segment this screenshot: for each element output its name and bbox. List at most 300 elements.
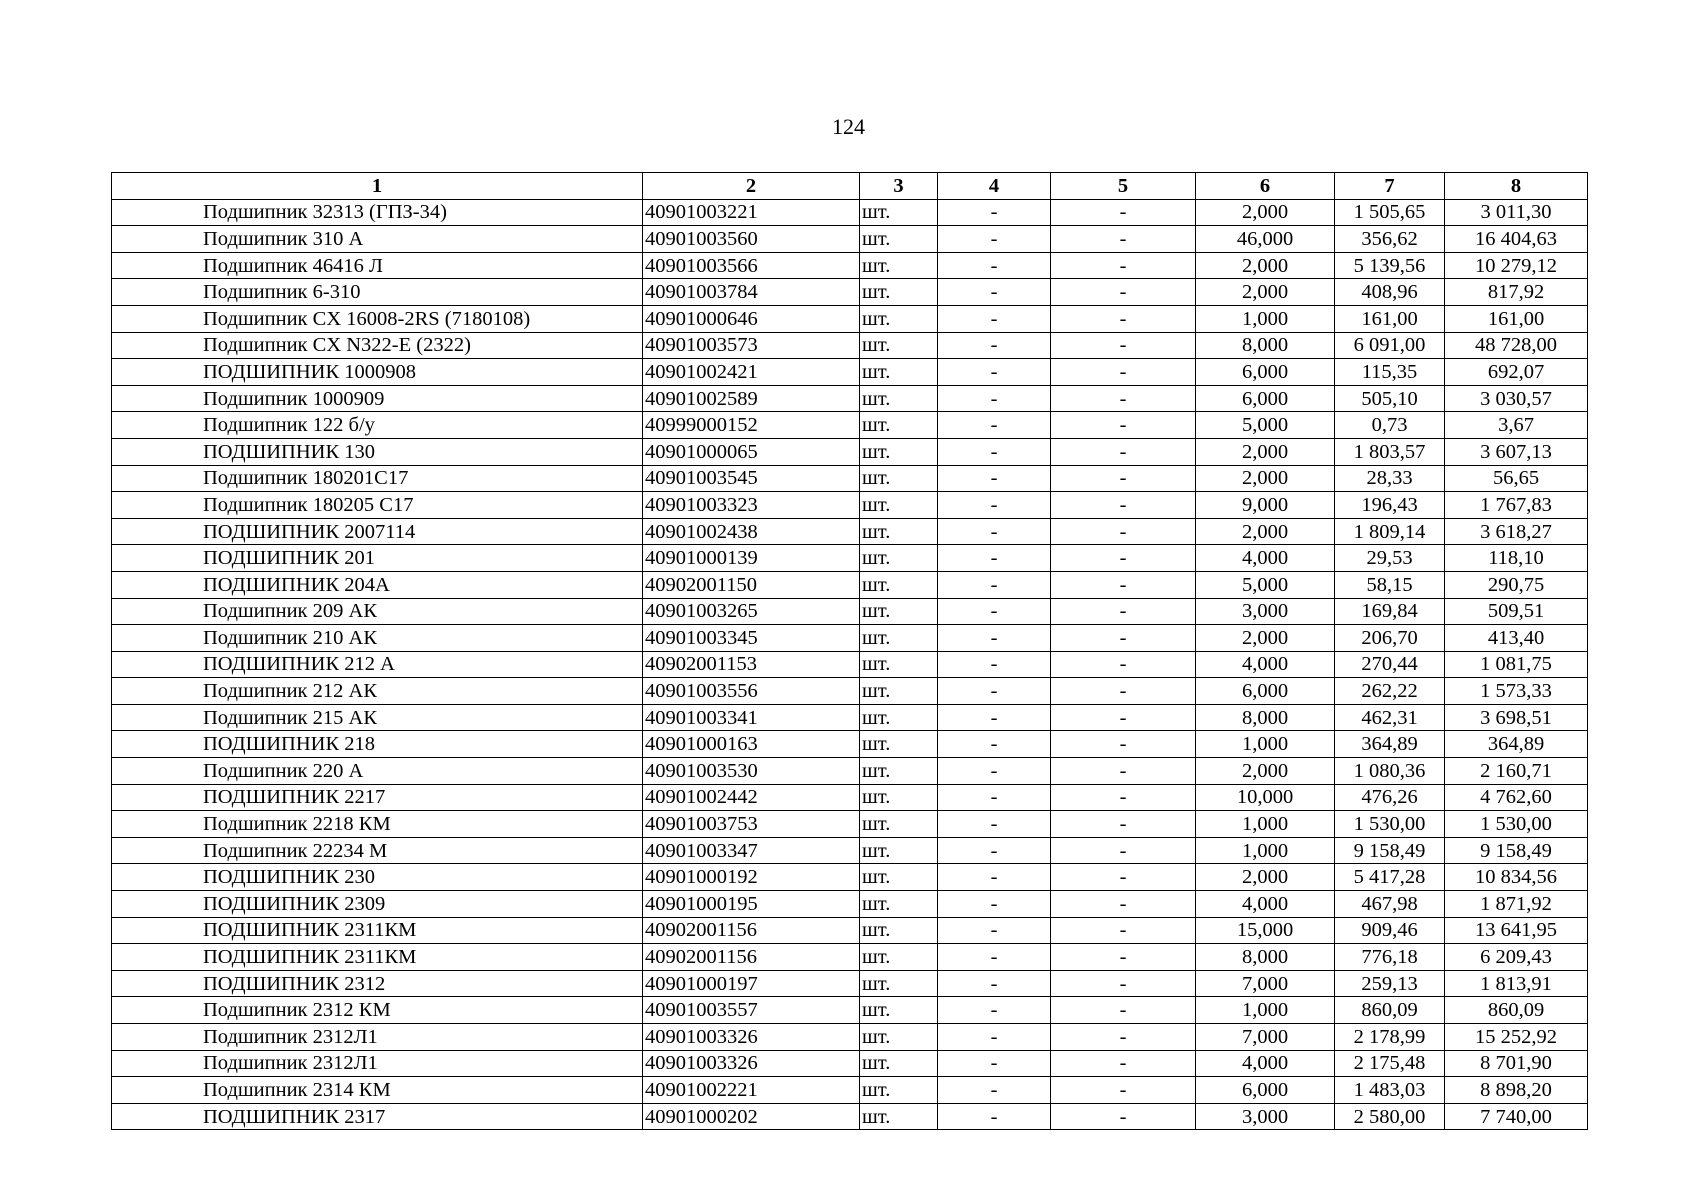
col-4-cell: - xyxy=(938,997,1051,1024)
col-4-cell: - xyxy=(938,1103,1051,1130)
unit-cell: шт. xyxy=(860,944,938,971)
column-header-4: 4 xyxy=(938,173,1051,200)
item-code-cell: 40901002438 xyxy=(643,518,860,545)
unit-cell: шт. xyxy=(860,359,938,386)
amount-cell: 8 898,20 xyxy=(1445,1077,1588,1104)
price-cell: 467,98 xyxy=(1335,891,1445,918)
col-4-cell: - xyxy=(938,385,1051,412)
col-5-cell: - xyxy=(1051,492,1196,519)
amount-cell: 3 698,51 xyxy=(1445,704,1588,731)
price-cell: 776,18 xyxy=(1335,944,1445,971)
item-code-cell: 40901003753 xyxy=(643,811,860,838)
item-name-cell: ПОДШИПНИК 2311КМ xyxy=(112,944,643,971)
item-name-cell: Подшипник 212 АК xyxy=(112,678,643,705)
table-row xyxy=(112,492,1588,519)
item-code-cell: 40901003323 xyxy=(643,492,860,519)
table-row xyxy=(112,758,1588,785)
col-5-cell: - xyxy=(1051,837,1196,864)
item-name-cell: ПОДШИПНИК 201 xyxy=(112,545,643,572)
price-cell: 115,35 xyxy=(1335,359,1445,386)
col-5-cell: - xyxy=(1051,305,1196,332)
amount-cell: 56,65 xyxy=(1445,465,1588,492)
column-header-5: 5 xyxy=(1051,173,1196,200)
price-cell: 1 803,57 xyxy=(1335,438,1445,465)
col-4-cell: - xyxy=(938,305,1051,332)
unit-cell: шт. xyxy=(860,305,938,332)
quantity-cell: 2,000 xyxy=(1196,465,1335,492)
price-cell: 58,15 xyxy=(1335,571,1445,598)
col-5-cell: - xyxy=(1051,917,1196,944)
table-row xyxy=(112,970,1588,997)
col-4-cell: - xyxy=(938,412,1051,439)
col-4-cell: - xyxy=(938,784,1051,811)
col-4-cell: - xyxy=(938,332,1051,359)
amount-cell: 9 158,49 xyxy=(1445,837,1588,864)
unit-cell: шт. xyxy=(860,412,938,439)
table-row xyxy=(112,359,1588,386)
price-cell: 262,22 xyxy=(1335,678,1445,705)
table-row xyxy=(112,199,1588,226)
item-name-cell: ПОДШИПНИК 2309 xyxy=(112,891,643,918)
amount-cell: 1 767,83 xyxy=(1445,492,1588,519)
price-cell: 2 178,99 xyxy=(1335,1024,1445,1051)
item-code-cell: 40901002442 xyxy=(643,784,860,811)
price-cell: 462,31 xyxy=(1335,704,1445,731)
col-5-cell: - xyxy=(1051,438,1196,465)
quantity-cell: 1,000 xyxy=(1196,305,1335,332)
unit-cell: шт. xyxy=(860,625,938,652)
table-row xyxy=(112,704,1588,731)
item-name-cell: Подшипник 6-310 xyxy=(112,279,643,306)
table-row xyxy=(112,305,1588,332)
col-4-cell: - xyxy=(938,598,1051,625)
col-5-cell: - xyxy=(1051,731,1196,758)
unit-cell: шт. xyxy=(860,1077,938,1104)
table-row xyxy=(112,598,1588,625)
item-code-cell: 40901003345 xyxy=(643,625,860,652)
amount-cell: 1 871,92 xyxy=(1445,891,1588,918)
unit-cell: шт. xyxy=(860,1024,938,1051)
col-5-cell: - xyxy=(1051,651,1196,678)
unit-cell: шт. xyxy=(860,811,938,838)
amount-cell: 10 834,56 xyxy=(1445,864,1588,891)
item-code-cell: 40901003784 xyxy=(643,279,860,306)
table-row xyxy=(112,625,1588,652)
price-cell: 476,26 xyxy=(1335,784,1445,811)
unit-cell: шт. xyxy=(860,651,938,678)
item-name-cell: ПОДШИПНИК 230 xyxy=(112,864,643,891)
quantity-cell: 2,000 xyxy=(1196,625,1335,652)
quantity-cell: 1,000 xyxy=(1196,997,1335,1024)
price-cell: 28,33 xyxy=(1335,465,1445,492)
item-name-cell: Подшипник 209 АК xyxy=(112,598,643,625)
item-code-cell: 40902001156 xyxy=(643,944,860,971)
quantity-cell: 1,000 xyxy=(1196,811,1335,838)
table-row xyxy=(112,917,1588,944)
unit-cell: шт. xyxy=(860,518,938,545)
price-cell: 909,46 xyxy=(1335,917,1445,944)
col-4-cell: - xyxy=(938,970,1051,997)
col-4-cell: - xyxy=(938,811,1051,838)
amount-cell: 1 573,33 xyxy=(1445,678,1588,705)
col-5-cell: - xyxy=(1051,864,1196,891)
unit-cell: шт. xyxy=(860,492,938,519)
table-row xyxy=(112,385,1588,412)
quantity-cell: 15,000 xyxy=(1196,917,1335,944)
col-5-cell: - xyxy=(1051,784,1196,811)
item-name-cell: Подшипник 2312 КМ xyxy=(112,997,643,1024)
item-code-cell: 40901003560 xyxy=(643,226,860,253)
unit-cell: шт. xyxy=(860,758,938,785)
amount-cell: 2 160,71 xyxy=(1445,758,1588,785)
table-row xyxy=(112,518,1588,545)
col-4-cell: - xyxy=(938,1024,1051,1051)
col-5-cell: - xyxy=(1051,970,1196,997)
quantity-cell: 6,000 xyxy=(1196,359,1335,386)
quantity-cell: 2,000 xyxy=(1196,279,1335,306)
col-5-cell: - xyxy=(1051,385,1196,412)
col-4-cell: - xyxy=(938,944,1051,971)
unit-cell: шт. xyxy=(860,891,938,918)
quantity-cell: 2,000 xyxy=(1196,864,1335,891)
item-code-cell: 40901003347 xyxy=(643,837,860,864)
price-cell: 0,73 xyxy=(1335,412,1445,439)
amount-cell: 16 404,63 xyxy=(1445,226,1588,253)
unit-cell: шт. xyxy=(860,385,938,412)
table-row xyxy=(112,864,1588,891)
item-name-cell: Подшипник 2218 КМ xyxy=(112,811,643,838)
price-cell: 206,70 xyxy=(1335,625,1445,652)
amount-cell: 1 530,00 xyxy=(1445,811,1588,838)
quantity-cell: 8,000 xyxy=(1196,332,1335,359)
quantity-cell: 4,000 xyxy=(1196,651,1335,678)
price-cell: 364,89 xyxy=(1335,731,1445,758)
unit-cell: шт. xyxy=(860,252,938,279)
price-cell: 169,84 xyxy=(1335,598,1445,625)
item-code-cell: 40901003545 xyxy=(643,465,860,492)
table-row xyxy=(112,1103,1588,1130)
item-code-cell: 40999000152 xyxy=(643,412,860,439)
unit-cell: шт. xyxy=(860,837,938,864)
item-name-cell: Подшипник 46416 Л xyxy=(112,252,643,279)
item-name-cell: Подшипник 180205 С17 xyxy=(112,492,643,519)
table-row xyxy=(112,252,1588,279)
col-5-cell: - xyxy=(1051,997,1196,1024)
col-5-cell: - xyxy=(1051,226,1196,253)
item-name-cell: ПОДШИПНИК 2217 xyxy=(112,784,643,811)
item-name-cell: Подшипник 215 АК xyxy=(112,704,643,731)
quantity-cell: 5,000 xyxy=(1196,412,1335,439)
item-name-cell: ПОДШИПНИК 2317 xyxy=(112,1103,643,1130)
col-5-cell: - xyxy=(1051,598,1196,625)
item-name-cell: Подшипник CX N322-E (2322) xyxy=(112,332,643,359)
price-cell: 9 158,49 xyxy=(1335,837,1445,864)
table-row xyxy=(112,784,1588,811)
table-row xyxy=(112,571,1588,598)
price-cell: 5 139,56 xyxy=(1335,252,1445,279)
col-4-cell: - xyxy=(938,758,1051,785)
item-name-cell: ПОДШИПНИК 2007114 xyxy=(112,518,643,545)
table-row xyxy=(112,837,1588,864)
item-name-cell: Подшипник 2314 КМ xyxy=(112,1077,643,1104)
amount-cell: 15 252,92 xyxy=(1445,1024,1588,1051)
unit-cell: шт. xyxy=(860,704,938,731)
item-name-cell: Подшипник 2312Л1 xyxy=(112,1050,643,1077)
amount-cell: 118,10 xyxy=(1445,545,1588,572)
table-row xyxy=(112,279,1588,306)
quantity-cell: 2,000 xyxy=(1196,252,1335,279)
item-code-cell: 40901003221 xyxy=(643,199,860,226)
table-row xyxy=(112,332,1588,359)
item-name-cell: ПОДШИПНИК 130 xyxy=(112,438,643,465)
quantity-cell: 2,000 xyxy=(1196,758,1335,785)
col-4-cell: - xyxy=(938,252,1051,279)
item-name-cell: ПОДШИПНИК 2312 xyxy=(112,970,643,997)
item-name-cell: ПОДШИПНИК 204А xyxy=(112,571,643,598)
column-header-2: 2 xyxy=(643,173,860,200)
item-code-cell: 40901000139 xyxy=(643,545,860,572)
amount-cell: 817,92 xyxy=(1445,279,1588,306)
unit-cell: шт. xyxy=(860,1050,938,1077)
unit-cell: шт. xyxy=(860,199,938,226)
col-5-cell: - xyxy=(1051,1024,1196,1051)
item-code-cell: 40901003573 xyxy=(643,332,860,359)
item-code-cell: 40901002421 xyxy=(643,359,860,386)
column-header-3: 3 xyxy=(860,173,938,200)
col-4-cell: - xyxy=(938,625,1051,652)
unit-cell: шт. xyxy=(860,571,938,598)
amount-cell: 48 728,00 xyxy=(1445,332,1588,359)
quantity-cell: 6,000 xyxy=(1196,678,1335,705)
col-4-cell: - xyxy=(938,731,1051,758)
table-row xyxy=(112,678,1588,705)
item-name-cell: Подшипник 32313 (ГПЗ-34) xyxy=(112,199,643,226)
column-header-7: 7 xyxy=(1335,173,1445,200)
quantity-cell: 4,000 xyxy=(1196,1050,1335,1077)
item-code-cell: 40901002221 xyxy=(643,1077,860,1104)
amount-cell: 3 030,57 xyxy=(1445,385,1588,412)
col-4-cell: - xyxy=(938,891,1051,918)
item-name-cell: ПОДШИПНИК 212 А xyxy=(112,651,643,678)
quantity-cell: 7,000 xyxy=(1196,1024,1335,1051)
item-name-cell: Подшипник 2312Л1 xyxy=(112,1024,643,1051)
item-code-cell: 40902001150 xyxy=(643,571,860,598)
price-cell: 161,00 xyxy=(1335,305,1445,332)
item-code-cell: 40901000646 xyxy=(643,305,860,332)
price-cell: 1 809,14 xyxy=(1335,518,1445,545)
item-code-cell: 40901003341 xyxy=(643,704,860,731)
price-cell: 1 505,65 xyxy=(1335,199,1445,226)
amount-cell: 3,67 xyxy=(1445,412,1588,439)
unit-cell: шт. xyxy=(860,970,938,997)
column-header-1: 1 xyxy=(112,173,643,200)
header-row xyxy=(112,173,1588,200)
col-5-cell: - xyxy=(1051,359,1196,386)
col-5-cell: - xyxy=(1051,571,1196,598)
price-cell: 6 091,00 xyxy=(1335,332,1445,359)
col-4-cell: - xyxy=(938,917,1051,944)
col-5-cell: - xyxy=(1051,758,1196,785)
price-cell: 259,13 xyxy=(1335,970,1445,997)
item-code-cell: 40901000202 xyxy=(643,1103,860,1130)
unit-cell: шт. xyxy=(860,784,938,811)
amount-cell: 7 740,00 xyxy=(1445,1103,1588,1130)
unit-cell: шт. xyxy=(860,279,938,306)
unit-cell: шт. xyxy=(860,678,938,705)
table-row xyxy=(112,811,1588,838)
col-4-cell: - xyxy=(938,545,1051,572)
table-row xyxy=(112,997,1588,1024)
table-row xyxy=(112,1077,1588,1104)
price-cell: 5 417,28 xyxy=(1335,864,1445,891)
table-row xyxy=(112,1050,1588,1077)
quantity-cell: 1,000 xyxy=(1196,731,1335,758)
price-cell: 505,10 xyxy=(1335,385,1445,412)
amount-cell: 290,75 xyxy=(1445,571,1588,598)
col-4-cell: - xyxy=(938,359,1051,386)
col-5-cell: - xyxy=(1051,811,1196,838)
amount-cell: 413,40 xyxy=(1445,625,1588,652)
col-4-cell: - xyxy=(938,1077,1051,1104)
col-5-cell: - xyxy=(1051,1103,1196,1130)
col-5-cell: - xyxy=(1051,1077,1196,1104)
amount-cell: 4 762,60 xyxy=(1445,784,1588,811)
price-cell: 860,09 xyxy=(1335,997,1445,1024)
col-4-cell: - xyxy=(938,571,1051,598)
price-cell: 356,62 xyxy=(1335,226,1445,253)
price-cell: 2 175,48 xyxy=(1335,1050,1445,1077)
quantity-cell: 4,000 xyxy=(1196,891,1335,918)
col-4-cell: - xyxy=(938,837,1051,864)
unit-cell: шт. xyxy=(860,438,938,465)
item-name-cell: Подшипник 180201С17 xyxy=(112,465,643,492)
item-code-cell: 40901003530 xyxy=(643,758,860,785)
item-code-cell: 40901000197 xyxy=(643,970,860,997)
table-row xyxy=(112,1024,1588,1051)
col-5-cell: - xyxy=(1051,518,1196,545)
quantity-cell: 46,000 xyxy=(1196,226,1335,253)
col-4-cell: - xyxy=(938,199,1051,226)
item-code-cell: 40901000065 xyxy=(643,438,860,465)
col-5-cell: - xyxy=(1051,279,1196,306)
item-name-cell: ПОДШИПНИК 218 xyxy=(112,731,643,758)
item-code-cell: 40901000163 xyxy=(643,731,860,758)
unit-cell: шт. xyxy=(860,465,938,492)
amount-cell: 692,07 xyxy=(1445,359,1588,386)
price-cell: 408,96 xyxy=(1335,279,1445,306)
col-4-cell: - xyxy=(938,704,1051,731)
column-header-8: 8 xyxy=(1445,173,1588,200)
quantity-cell: 3,000 xyxy=(1196,598,1335,625)
amount-cell: 364,89 xyxy=(1445,731,1588,758)
item-code-cell: 40901000192 xyxy=(643,864,860,891)
item-code-cell: 40901003557 xyxy=(643,997,860,1024)
unit-cell: шт. xyxy=(860,997,938,1024)
col-4-cell: - xyxy=(938,1050,1051,1077)
unit-cell: шт. xyxy=(860,332,938,359)
quantity-cell: 8,000 xyxy=(1196,944,1335,971)
price-cell: 1 530,00 xyxy=(1335,811,1445,838)
item-name-cell: Подшипник 220 А xyxy=(112,758,643,785)
unit-cell: шт. xyxy=(860,731,938,758)
quantity-cell: 8,000 xyxy=(1196,704,1335,731)
quantity-cell: 2,000 xyxy=(1196,199,1335,226)
col-5-cell: - xyxy=(1051,545,1196,572)
unit-cell: шт. xyxy=(860,864,938,891)
item-code-cell: 40901003566 xyxy=(643,252,860,279)
quantity-cell: 7,000 xyxy=(1196,970,1335,997)
col-4-cell: - xyxy=(938,465,1051,492)
item-name-cell: Подшипник CX 16008-2RS (7180108) xyxy=(112,305,643,332)
price-cell: 2 580,00 xyxy=(1335,1103,1445,1130)
col-5-cell: - xyxy=(1051,1050,1196,1077)
col-5-cell: - xyxy=(1051,944,1196,971)
item-code-cell: 40901003556 xyxy=(643,678,860,705)
col-5-cell: - xyxy=(1051,891,1196,918)
table-row xyxy=(112,438,1588,465)
unit-cell: шт. xyxy=(860,598,938,625)
item-name-cell: Подшипник 122 б/у xyxy=(112,412,643,439)
col-5-cell: - xyxy=(1051,252,1196,279)
item-name-cell: Подшипник 210 АК xyxy=(112,625,643,652)
table-row xyxy=(112,545,1588,572)
price-cell: 29,53 xyxy=(1335,545,1445,572)
col-5-cell: - xyxy=(1051,678,1196,705)
item-code-cell: 40902001156 xyxy=(643,917,860,944)
quantity-cell: 2,000 xyxy=(1196,518,1335,545)
amount-cell: 161,00 xyxy=(1445,305,1588,332)
quantity-cell: 5,000 xyxy=(1196,571,1335,598)
item-code-cell: 40901002589 xyxy=(643,385,860,412)
amount-cell: 1 081,75 xyxy=(1445,651,1588,678)
price-cell: 1 080,36 xyxy=(1335,758,1445,785)
item-name-cell: Подшипник 22234 М xyxy=(112,837,643,864)
col-4-cell: - xyxy=(938,279,1051,306)
col-5-cell: - xyxy=(1051,465,1196,492)
quantity-cell: 4,000 xyxy=(1196,545,1335,572)
amount-cell: 6 209,43 xyxy=(1445,944,1588,971)
quantity-cell: 6,000 xyxy=(1196,1077,1335,1104)
amount-cell: 10 279,12 xyxy=(1445,252,1588,279)
unit-cell: шт. xyxy=(860,545,938,572)
quantity-cell: 10,000 xyxy=(1196,784,1335,811)
inventory-table xyxy=(111,172,1588,1130)
quantity-cell: 6,000 xyxy=(1196,385,1335,412)
amount-cell: 1 813,91 xyxy=(1445,970,1588,997)
price-cell: 1 483,03 xyxy=(1335,1077,1445,1104)
table-row xyxy=(112,731,1588,758)
item-name-cell: Подшипник 310 А xyxy=(112,226,643,253)
table-row xyxy=(112,944,1588,971)
col-4-cell: - xyxy=(938,651,1051,678)
item-code-cell: 40901003265 xyxy=(643,598,860,625)
amount-cell: 3 011,30 xyxy=(1445,199,1588,226)
col-4-cell: - xyxy=(938,226,1051,253)
table-row xyxy=(112,651,1588,678)
table-row xyxy=(112,412,1588,439)
quantity-cell: 9,000 xyxy=(1196,492,1335,519)
item-code-cell: 40901000195 xyxy=(643,891,860,918)
price-cell: 196,43 xyxy=(1335,492,1445,519)
amount-cell: 3 618,27 xyxy=(1445,518,1588,545)
table-row xyxy=(112,465,1588,492)
col-5-cell: - xyxy=(1051,625,1196,652)
amount-cell: 509,51 xyxy=(1445,598,1588,625)
amount-cell: 8 701,90 xyxy=(1445,1050,1588,1077)
col-4-cell: - xyxy=(938,518,1051,545)
unit-cell: шт. xyxy=(860,1103,938,1130)
item-code-cell: 40901003326 xyxy=(643,1050,860,1077)
